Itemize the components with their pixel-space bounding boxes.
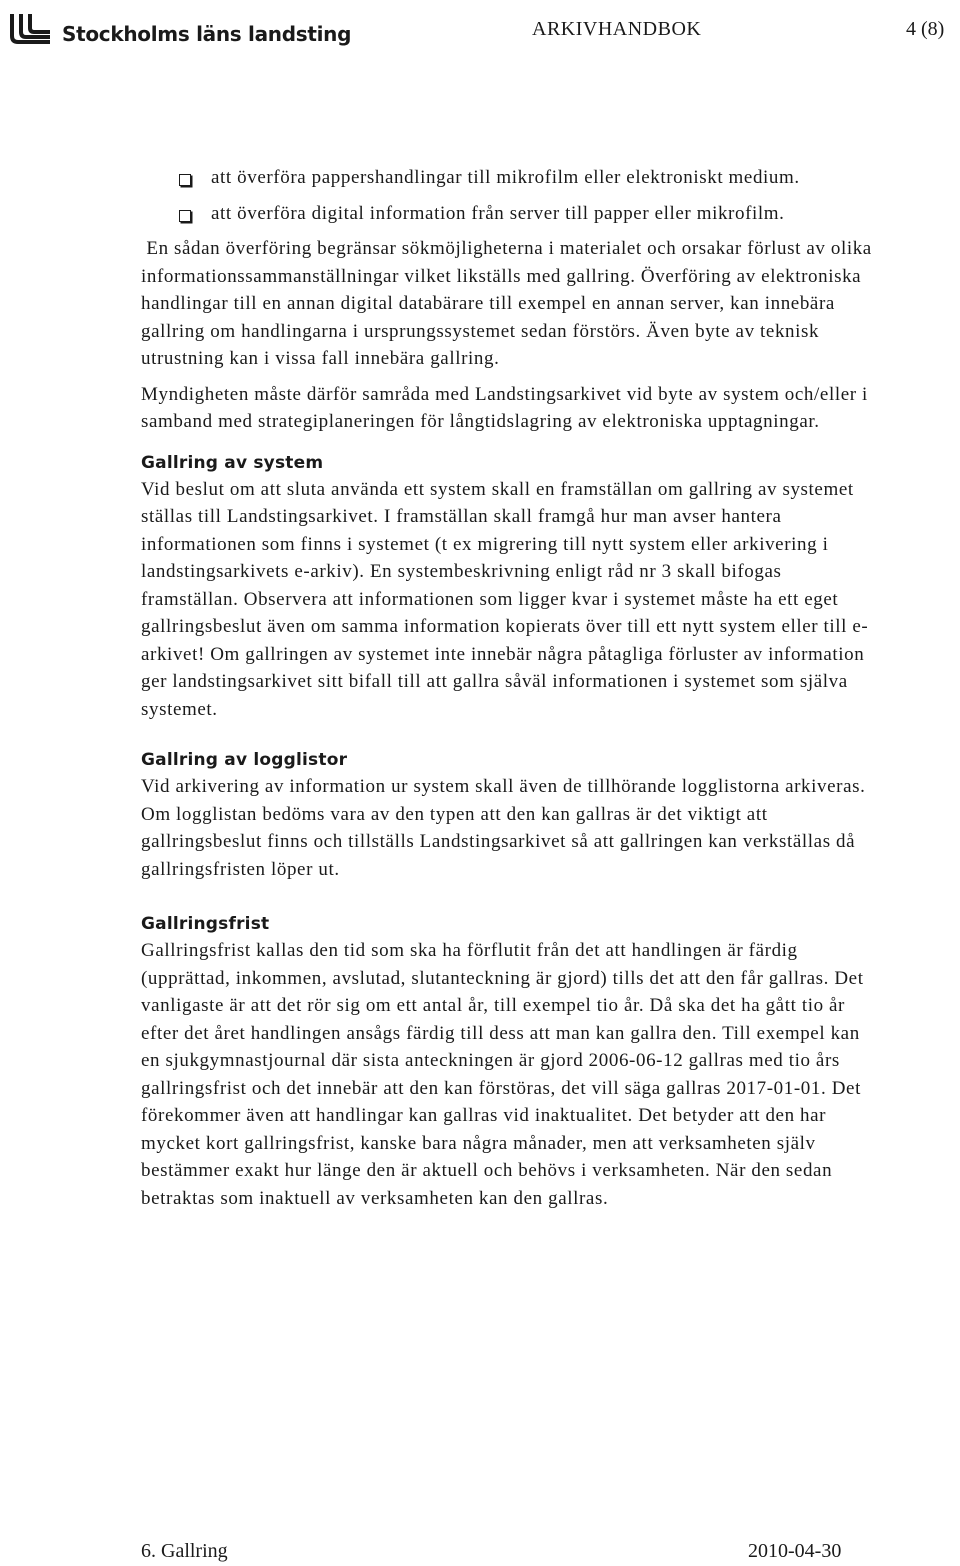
sll-logo-icon bbox=[6, 12, 54, 48]
page-number: 4 (8) bbox=[906, 18, 945, 40]
page-header bbox=[0, 0, 960, 60]
bullet-text: att överföra digital information från server till papper eller mikrofilm. bbox=[211, 202, 785, 224]
section-heading: Gallring av system bbox=[141, 452, 324, 473]
document-title: ARKIVHANDBOK bbox=[532, 18, 702, 40]
sll-logo bbox=[6, 12, 351, 48]
section-heading: Gallring av logglistor bbox=[141, 750, 348, 770]
logo-text: Stockholms läns landsting bbox=[62, 22, 352, 46]
section-heading: Gallringsfrist bbox=[141, 914, 270, 934]
paragraph: En sådan överföring begränsar sökmöjligheterna i materialet och orsakar förlust av olika informationssammanställningar vilket likställs med gallring. Överföring av elektroniska handlingar till en annan digital databärare till exempel en annan server, kan innebära gallring om handlingarna i ursprungssystemet sedan förstörs. Även byte av teknisk utrustning kan i vissa fall innebära gallring. bbox=[141, 238, 878, 369]
checkbox-bullet-icon bbox=[179, 174, 191, 186]
section-text: Vid arkivering av information ur system skall även de tillhörande logglistorna arkiveras. Om logglistan bedöms vara av den typen att den kan gallras är det viktigt att gallringsbeslut finns och tillställs Landstingsarkivet så att gallringen kan verkställas då gallringsfristen löper ut. bbox=[141, 776, 866, 880]
footer-date: 2010-04-30 bbox=[748, 1540, 842, 1562]
checkbox-bullet-icon bbox=[179, 210, 191, 222]
footer-chapter: 6. Gallring bbox=[141, 1540, 228, 1562]
document-body bbox=[141, 164, 881, 1212]
bullet-text: att överföra pappershandlingar till mikrofilm eller elektroniskt medium. bbox=[211, 167, 800, 188]
section-text: Vid beslut om att sluta använda ett system skall en framställan om gallring av systemet ställas till Landstingsarkivet. I framställan skall framgå hur man avser hantera informationen som finns i systemet (t ex migrering till nytt system eller arkivering i landstingsarkivets e-arkiv). En systembeskrivning enligt råd nr 3 skall bifogas framställan. Observera att informationen som ligger kvar i systemet måste ha ett eget gallringsbeslut även om samma information kopierats över till ett nytt system eller till e-arkivet! Om gallringen av systemet inte innebär några påtagliga förluster av information ger landstingsarkivet sitt bifall till att gallra såväl informationen i systemet som själva systemet. bbox=[141, 478, 869, 720]
section-text: Gallringsfrist kallas den tid som ska ha förflutit från det att handlingen är färdig (upprättad, inkommen, avslutad, slutanteckning är gjord) tills det att den får gallras. Det vanligaste är att det rör sig om ett antal år, till exempel tio år. Då ska det ha gått tio år efter det året handlingen ansågs färdig till dess att man kan gallra den. Till exempel kan en sjukgymnastjournal där sista anteckningen är gjord 2006-06-12 gallras med tio års gallringsfrist och det innebär att den kan förstöras, det vill säga gallras 2017-01-01. Det förekommer även att handlingar kan gallras vid inaktualitet. Det betyder att den har mycket kort gallringsfrist, kanske bara några månader, men att verksamheten själv bestämmer exakt hur länge den är aktuell och behövs i verksamheten. När den sedan betraktas som inaktuell av verksamheten kan den gallras. bbox=[141, 940, 864, 1209]
bullet-item bbox=[141, 200, 811, 228]
bullet-item bbox=[141, 164, 811, 192]
paragraph: Myndigheten måste därför samråda med Landstingsarkivet vid byte av system och/eller i samband med strategiplaneringen för långtidslagring av elektroniska upptagningar. bbox=[141, 383, 868, 432]
